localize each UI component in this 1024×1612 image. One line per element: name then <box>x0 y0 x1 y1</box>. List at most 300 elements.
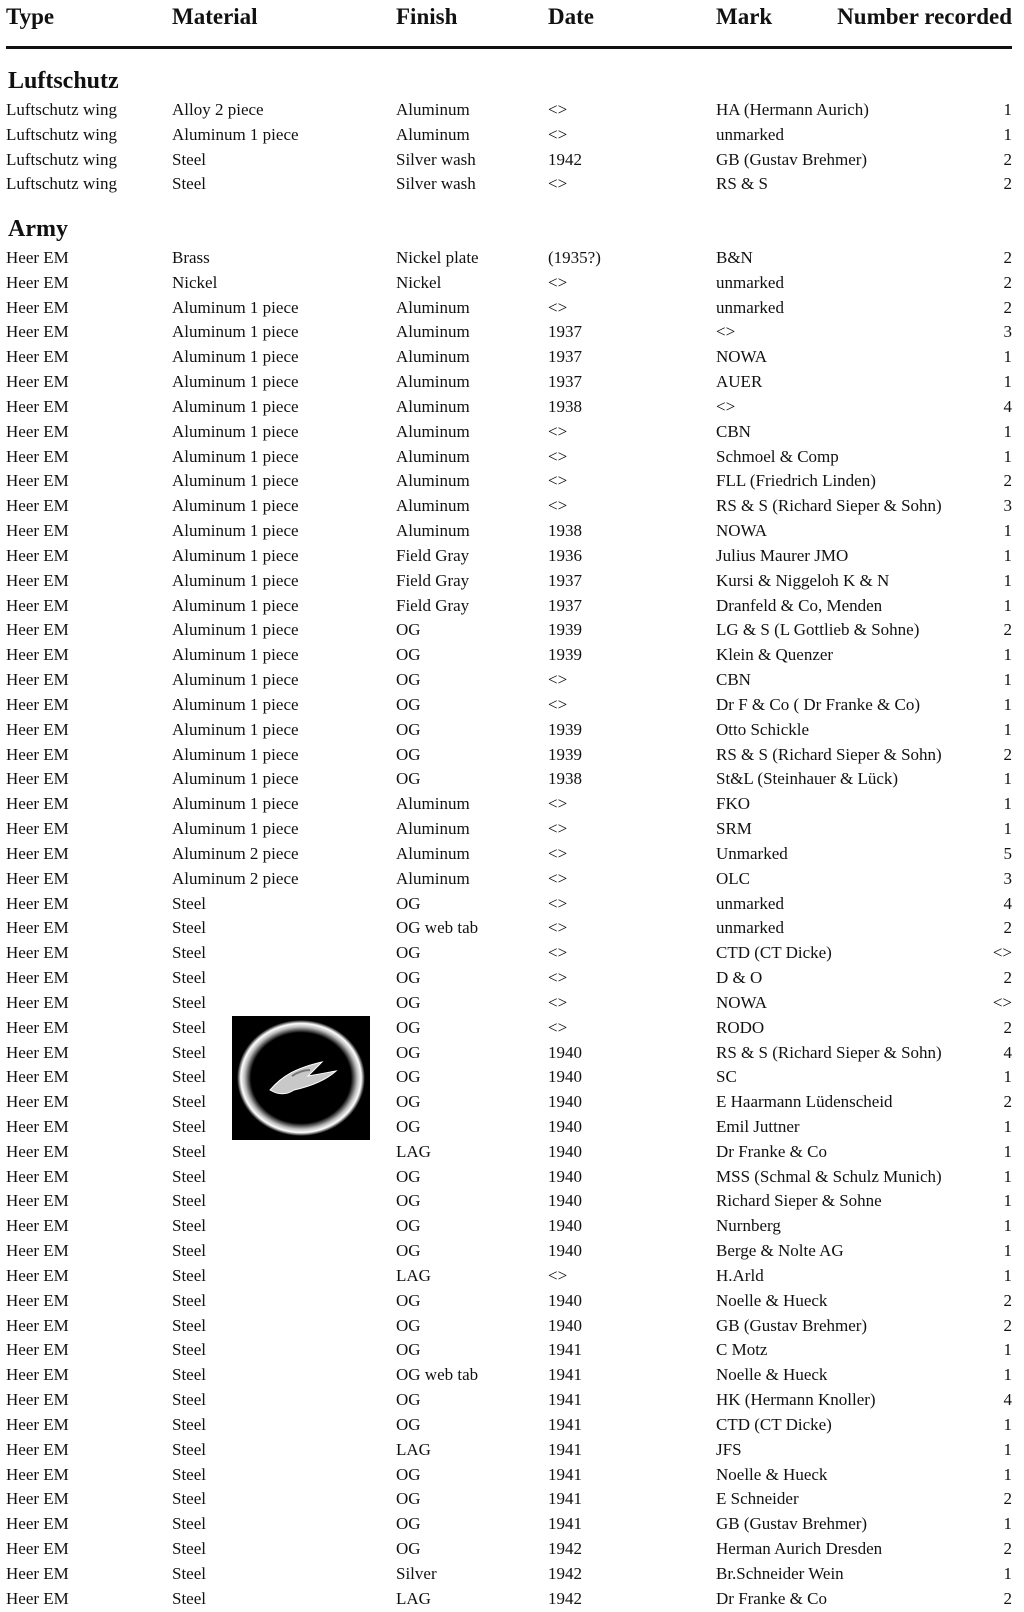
table-row <box>0 569 1024 594</box>
table-row <box>0 1388 1024 1413</box>
table-row <box>0 1562 1024 1587</box>
number-cell: 2 <box>1003 297 1012 317</box>
mark-cell: <> <box>716 322 736 342</box>
table-row <box>0 1289 1024 1314</box>
material-cell: Aluminum 1 piece <box>172 595 299 615</box>
finish-cell: OG <box>396 1315 421 1335</box>
type-cell: Heer EM <box>6 943 69 963</box>
number-cell: 1 <box>1003 100 1012 119</box>
date-cell: 1941 <box>548 1365 582 1385</box>
number-cell: 2 <box>1003 1588 1012 1608</box>
number-cell: 2 <box>1003 1539 1012 1559</box>
table-row <box>0 594 1024 619</box>
finish-cell: OG <box>396 992 421 1012</box>
finish-cell: OG <box>396 1290 421 1310</box>
mark-cell: Richard Sieper & Sohne <box>716 1191 882 1211</box>
date-cell: 1939 <box>548 744 582 764</box>
finish-cell: OG <box>396 1216 421 1236</box>
date-cell: 1940 <box>548 1042 582 1062</box>
date-cell: 1941 <box>548 1390 582 1410</box>
mark-cell: Otto Schickle <box>716 719 810 739</box>
finish-cell: OG web tab <box>396 918 479 938</box>
luftschutz-rows <box>0 98 1024 197</box>
material-cell: Aluminum 1 piece <box>172 545 299 565</box>
date-cell: 1938 <box>548 769 582 789</box>
date-cell: 1940 <box>548 1216 582 1236</box>
type-cell: Heer EM <box>6 421 69 441</box>
type-cell: Heer EM <box>6 694 69 714</box>
table-row <box>0 668 1024 693</box>
finish-cell: Aluminum <box>396 347 470 367</box>
date-cell: 1938 <box>548 521 582 541</box>
number-cell: 1 <box>1003 521 1012 541</box>
type-cell: Heer EM <box>6 595 69 615</box>
table-row <box>0 544 1024 569</box>
material-cell: Aluminum 1 piece <box>172 471 299 491</box>
number-cell: 1 <box>1003 1414 1012 1434</box>
material-cell: Steel <box>172 1166 206 1186</box>
number-cell: 1 <box>1003 794 1012 814</box>
mark-cell: C Motz <box>716 1340 768 1360</box>
table-row <box>0 792 1024 817</box>
material-cell: Aluminum 1 piece <box>172 124 299 144</box>
date-cell: 1940 <box>548 1141 582 1161</box>
date-cell: (1935?) <box>548 248 601 267</box>
material-cell: Steel <box>172 149 206 169</box>
finish-cell: Aluminum <box>396 471 470 491</box>
finish-cell: OG <box>396 645 421 665</box>
number-cell: 5 <box>1003 843 1012 863</box>
date-cell: <> <box>548 471 568 491</box>
number-cell: 4 <box>1003 1390 1012 1410</box>
type-cell: Heer EM <box>6 968 69 988</box>
table-row <box>0 991 1024 1016</box>
table-row <box>0 519 1024 544</box>
mark-cell: Br.Schneider Wein <box>716 1563 844 1583</box>
type-cell: Heer EM <box>6 372 69 392</box>
date-cell: 1940 <box>548 1092 582 1112</box>
finish-cell: Silver wash <box>396 174 476 194</box>
material-cell: Steel <box>172 1514 206 1534</box>
finish-cell: OG <box>396 1514 421 1534</box>
finish-cell: OG <box>396 1489 421 1509</box>
mark-cell: D & O <box>716 968 763 988</box>
mark-cell: LG & S (L Gottlieb & Sohne) <box>716 620 920 640</box>
table-row <box>0 1537 1024 1562</box>
mark-cell: E Haarmann Lüdenscheid <box>716 1092 893 1112</box>
date-cell: <> <box>548 446 568 466</box>
finish-cell: Aluminum <box>396 372 470 392</box>
finish-cell: Field Gray <box>396 595 470 615</box>
type-cell: Heer EM <box>6 1141 69 1161</box>
type-cell: Heer EM <box>6 868 69 888</box>
mark-cell: RODO <box>716 1017 765 1037</box>
table-row <box>0 693 1024 718</box>
type-cell: Heer EM <box>6 1191 69 1211</box>
mark-cell: Dr Franke & Co <box>716 1141 827 1161</box>
header-rule <box>6 46 1012 49</box>
mark-cell: Unmarked <box>716 843 788 863</box>
material-cell: Steel <box>172 1067 206 1087</box>
eagle-emblem-icon <box>232 1016 370 1140</box>
finish-cell: OG <box>396 1042 421 1062</box>
table-row <box>0 941 1024 966</box>
number-cell: 2 <box>1003 272 1012 292</box>
finish-cell: Aluminum <box>396 396 470 416</box>
number-cell: 1 <box>1003 694 1012 714</box>
material-cell: Steel <box>172 1414 206 1434</box>
table-row <box>0 172 1024 197</box>
mark-cell: Klein & Quenzer <box>716 645 834 665</box>
date-cell: <> <box>548 272 568 292</box>
number-cell: 3 <box>1003 868 1012 888</box>
type-cell: Heer EM <box>6 1017 69 1037</box>
finish-cell: Field Gray <box>396 545 470 565</box>
material-cell: Aluminum 1 piece <box>172 620 299 640</box>
finish-cell: OG <box>396 1241 421 1261</box>
date-cell: 1939 <box>548 645 582 665</box>
mark-cell: GB (Gustav Brehmer) <box>716 1514 868 1534</box>
header-number: Number recorded <box>837 4 1012 29</box>
material-cell: Aluminum 1 piece <box>172 744 299 764</box>
date-cell: 1942 <box>548 1588 582 1608</box>
number-cell: 1 <box>1003 595 1012 615</box>
number-cell: 1 <box>1003 1439 1012 1459</box>
finish-cell: Silver wash <box>396 149 476 169</box>
table-row <box>0 395 1024 420</box>
number-cell: 1 <box>1003 347 1012 367</box>
material-cell: Steel <box>172 1116 206 1136</box>
mark-cell: E Schneider <box>716 1489 799 1509</box>
finish-cell: Aluminum <box>396 843 470 863</box>
mark-cell: NOWA <box>716 347 767 367</box>
finish-cell: Aluminum <box>396 868 470 888</box>
date-cell: 1941 <box>548 1340 582 1360</box>
material-cell: Steel <box>172 1539 206 1559</box>
date-cell: 1941 <box>548 1414 582 1434</box>
finish-cell: OG <box>396 769 421 789</box>
mark-cell: RS & S (Richard Sieper & Sohn) <box>716 1042 942 1062</box>
finish-cell: LAG <box>396 1439 431 1459</box>
number-cell: 1 <box>1003 570 1012 590</box>
number-cell: 1 <box>1003 124 1012 144</box>
number-cell: 2 <box>1003 174 1012 194</box>
date-cell: 1940 <box>548 1116 582 1136</box>
number-cell: 4 <box>1003 396 1012 416</box>
table-row <box>0 296 1024 321</box>
mark-cell: CTD (CT Dicke) <box>716 1414 832 1434</box>
table-row <box>0 420 1024 445</box>
finish-cell: Nickel <box>396 272 442 292</box>
material-cell: Aluminum 1 piece <box>172 570 299 590</box>
material-cell: Aluminum 1 piece <box>172 670 299 690</box>
material-cell: Steel <box>172 1191 206 1211</box>
type-cell: Heer EM <box>6 1042 69 1062</box>
finish-cell: OG <box>396 1067 421 1087</box>
type-cell: Heer EM <box>6 843 69 863</box>
mark-cell: RS & S (Richard Sieper & Sohn) <box>716 496 942 516</box>
number-cell: 1 <box>1003 670 1012 690</box>
number-cell: 1 <box>1003 1116 1012 1136</box>
type-cell: Heer EM <box>6 1166 69 1186</box>
table-row <box>0 1314 1024 1339</box>
date-cell: 1941 <box>548 1514 582 1534</box>
date-cell: 1940 <box>548 1315 582 1335</box>
number-cell: 3 <box>1003 322 1012 342</box>
wing-badge-emblem <box>232 1016 370 1140</box>
finish-cell: OG <box>396 744 421 764</box>
finish-cell: LAG <box>396 1265 431 1285</box>
material-cell: Steel <box>172 992 206 1012</box>
material-cell: Aluminum 1 piece <box>172 297 299 317</box>
table-row <box>0 1115 1024 1140</box>
table-row <box>0 892 1024 917</box>
type-cell: Heer EM <box>6 322 69 342</box>
type-cell: Heer EM <box>6 1588 69 1608</box>
finish-cell: OG <box>396 1166 421 1186</box>
table-row <box>0 123 1024 148</box>
mark-cell: Noelle & Hueck <box>716 1464 828 1484</box>
type-cell: Heer EM <box>6 645 69 665</box>
type-cell: Heer EM <box>6 992 69 1012</box>
type-cell: Heer EM <box>6 297 69 317</box>
mark-cell: OLC <box>716 868 750 888</box>
type-cell: Heer EM <box>6 1539 69 1559</box>
type-cell: Heer EM <box>6 1414 69 1434</box>
number-cell: 1 <box>1003 545 1012 565</box>
mark-cell: SRM <box>716 819 752 839</box>
material-cell: Aluminum 1 piece <box>172 322 299 342</box>
number-cell: 2 <box>1003 149 1012 169</box>
finish-cell: OG <box>396 893 421 913</box>
type-cell: Heer EM <box>6 1439 69 1459</box>
table-row <box>0 148 1024 173</box>
number-cell: 3 <box>1003 496 1012 516</box>
table-row <box>0 743 1024 768</box>
type-cell: Heer EM <box>6 1290 69 1310</box>
type-cell: Heer EM <box>6 396 69 416</box>
type-cell: Heer EM <box>6 819 69 839</box>
number-cell: 2 <box>1003 1017 1012 1037</box>
mark-cell: Noelle & Hueck <box>716 1290 828 1310</box>
finish-cell: Aluminum <box>396 297 470 317</box>
number-cell: 2 <box>1003 1092 1012 1112</box>
finish-cell: OG <box>396 1390 421 1410</box>
number-cell: 2 <box>1003 248 1012 267</box>
date-cell: 1937 <box>548 372 582 392</box>
mark-cell: CBN <box>716 670 751 690</box>
date-cell: 1937 <box>548 347 582 367</box>
header-mark: Mark <box>716 4 773 29</box>
material-cell: Steel <box>172 1340 206 1360</box>
table-row <box>0 1587 1024 1612</box>
type-cell: Heer EM <box>6 446 69 466</box>
number-cell: 1 <box>1003 1191 1012 1211</box>
finish-cell: OG <box>396 694 421 714</box>
mark-cell: RS & S <box>716 174 768 194</box>
mark-cell: NOWA <box>716 521 767 541</box>
material-cell: Steel <box>172 893 206 913</box>
date-cell: 1936 <box>548 545 582 565</box>
material-cell: Aluminum 1 piece <box>172 769 299 789</box>
material-cell: Aluminum 1 piece <box>172 372 299 392</box>
date-cell: 1941 <box>548 1464 582 1484</box>
table-row <box>0 1512 1024 1537</box>
mark-cell: Dranfeld & Co, Menden <box>716 595 883 615</box>
material-cell: Steel <box>172 1290 206 1310</box>
finish-cell: Aluminum <box>396 794 470 814</box>
date-cell: <> <box>548 819 568 839</box>
table-row <box>0 494 1024 519</box>
number-cell: 1 <box>1003 1563 1012 1583</box>
mark-cell: <> <box>716 396 736 416</box>
date-cell: <> <box>548 100 568 119</box>
number-cell: 1 <box>1003 1166 1012 1186</box>
table-row <box>0 1264 1024 1289</box>
finish-cell: Aluminum <box>396 124 470 144</box>
date-cell: 1940 <box>548 1241 582 1261</box>
table-row <box>0 271 1024 296</box>
date-cell: <> <box>548 868 568 888</box>
mark-cell: SC <box>716 1067 737 1087</box>
date-cell: 1941 <box>548 1439 582 1459</box>
finish-cell: LAG <box>396 1588 431 1608</box>
material-cell: Steel <box>172 1017 206 1037</box>
material-cell: Steel <box>172 1464 206 1484</box>
number-cell: 1 <box>1003 1141 1012 1161</box>
finish-cell: Aluminum <box>396 521 470 541</box>
table-row <box>0 98 1024 123</box>
mark-cell: RS & S (Richard Sieper & Sohn) <box>716 744 942 764</box>
header-material: Material <box>172 4 258 29</box>
number-cell: 2 <box>1003 1489 1012 1509</box>
material-cell: Steel <box>172 1092 206 1112</box>
material-cell: Aluminum 1 piece <box>172 694 299 714</box>
finish-cell: OG <box>396 670 421 690</box>
type-cell: Heer EM <box>6 521 69 541</box>
table-row <box>0 246 1024 271</box>
mark-cell: CBN <box>716 421 751 441</box>
material-cell: Aluminum 1 piece <box>172 719 299 739</box>
material-cell: Steel <box>172 1315 206 1335</box>
material-cell: Steel <box>172 1439 206 1459</box>
type-cell: Heer EM <box>6 545 69 565</box>
date-cell: 1940 <box>548 1067 582 1087</box>
table-row <box>0 1041 1024 1066</box>
number-cell: 1 <box>1003 719 1012 739</box>
finish-cell: Silver <box>396 1563 437 1583</box>
header-finish: Finish <box>396 4 458 29</box>
material-cell: Aluminum 2 piece <box>172 868 299 888</box>
army-rows <box>0 246 1024 1612</box>
number-cell: 2 <box>1003 918 1012 938</box>
date-cell: 1937 <box>548 322 582 342</box>
material-cell: Brass <box>172 248 210 267</box>
date-cell: 1940 <box>548 1191 582 1211</box>
type-cell: Heer EM <box>6 918 69 938</box>
number-cell: 1 <box>1003 769 1012 789</box>
date-cell: 1937 <box>548 595 582 615</box>
material-cell: Steel <box>172 1216 206 1236</box>
type-cell: Heer EM <box>6 496 69 516</box>
type-cell: Heer EM <box>6 620 69 640</box>
table-row <box>0 320 1024 345</box>
table-row <box>0 1140 1024 1165</box>
date-cell: <> <box>548 968 568 988</box>
table-row <box>0 1065 1024 1090</box>
material-cell: Steel <box>172 1365 206 1385</box>
material-cell: Steel <box>172 1588 206 1608</box>
mark-cell: Berge & Nolte AG <box>716 1241 844 1261</box>
date-cell: <> <box>548 918 568 938</box>
type-cell: Heer EM <box>6 1092 69 1112</box>
material-cell: Steel <box>172 1042 206 1062</box>
date-cell: <> <box>548 794 568 814</box>
date-cell: <> <box>548 992 568 1012</box>
finish-cell: OG <box>396 1464 421 1484</box>
material-cell: Aluminum 1 piece <box>172 645 299 665</box>
number-cell: 1 <box>1003 1365 1012 1385</box>
mark-cell: Kursi & Niggeloh K & N <box>716 570 890 590</box>
date-cell: <> <box>548 174 568 194</box>
finish-cell: Aluminum <box>396 496 470 516</box>
table-row <box>0 1363 1024 1388</box>
table-row <box>0 1338 1024 1363</box>
number-cell: 1 <box>1003 421 1012 441</box>
mark-cell: Julius Maurer JMO <box>716 545 849 565</box>
table-row <box>0 966 1024 991</box>
finish-cell: OG <box>396 943 421 963</box>
date-cell: 1942 <box>548 1539 582 1559</box>
date-cell: <> <box>548 1017 568 1037</box>
type-cell: Heer EM <box>6 1315 69 1335</box>
material-cell: Steel <box>172 1241 206 1261</box>
mark-cell: HK (Hermann Knoller) <box>716 1390 876 1410</box>
material-cell: Steel <box>172 174 206 194</box>
finish-cell: OG web tab <box>396 1365 479 1385</box>
mark-cell: FLL (Friedrich Linden) <box>716 471 876 491</box>
table-row <box>0 867 1024 892</box>
mark-cell: AUER <box>716 372 763 392</box>
table-row <box>0 1413 1024 1438</box>
number-cell: 4 <box>1003 1042 1012 1062</box>
number-cell: <> <box>992 943 1012 963</box>
number-cell: 1 <box>1003 1464 1012 1484</box>
type-cell: Heer EM <box>6 670 69 690</box>
mark-cell: MSS (Schmal & Schulz Munich) <box>716 1166 942 1186</box>
header-date: Date <box>548 4 594 29</box>
date-cell: <> <box>548 943 568 963</box>
date-cell: 1939 <box>548 620 582 640</box>
material-cell: Aluminum 1 piece <box>172 794 299 814</box>
type-cell: Heer EM <box>6 570 69 590</box>
mark-cell: unmarked <box>716 918 784 938</box>
mark-cell: unmarked <box>716 124 784 144</box>
number-cell: 1 <box>1003 645 1012 665</box>
material-cell: Steel <box>172 1141 206 1161</box>
type-cell: Heer EM <box>6 471 69 491</box>
table-row <box>0 1438 1024 1463</box>
type-cell: Heer EM <box>6 272 69 292</box>
type-cell: Heer EM <box>6 769 69 789</box>
finish-cell: OG <box>396 1414 421 1434</box>
number-cell: 4 <box>1003 893 1012 913</box>
material-cell: Aluminum 1 piece <box>172 396 299 416</box>
mark-cell: Noelle & Hueck <box>716 1365 828 1385</box>
number-cell: 2 <box>1003 744 1012 764</box>
number-cell: 1 <box>1003 1340 1012 1360</box>
number-cell: 1 <box>1003 1241 1012 1261</box>
